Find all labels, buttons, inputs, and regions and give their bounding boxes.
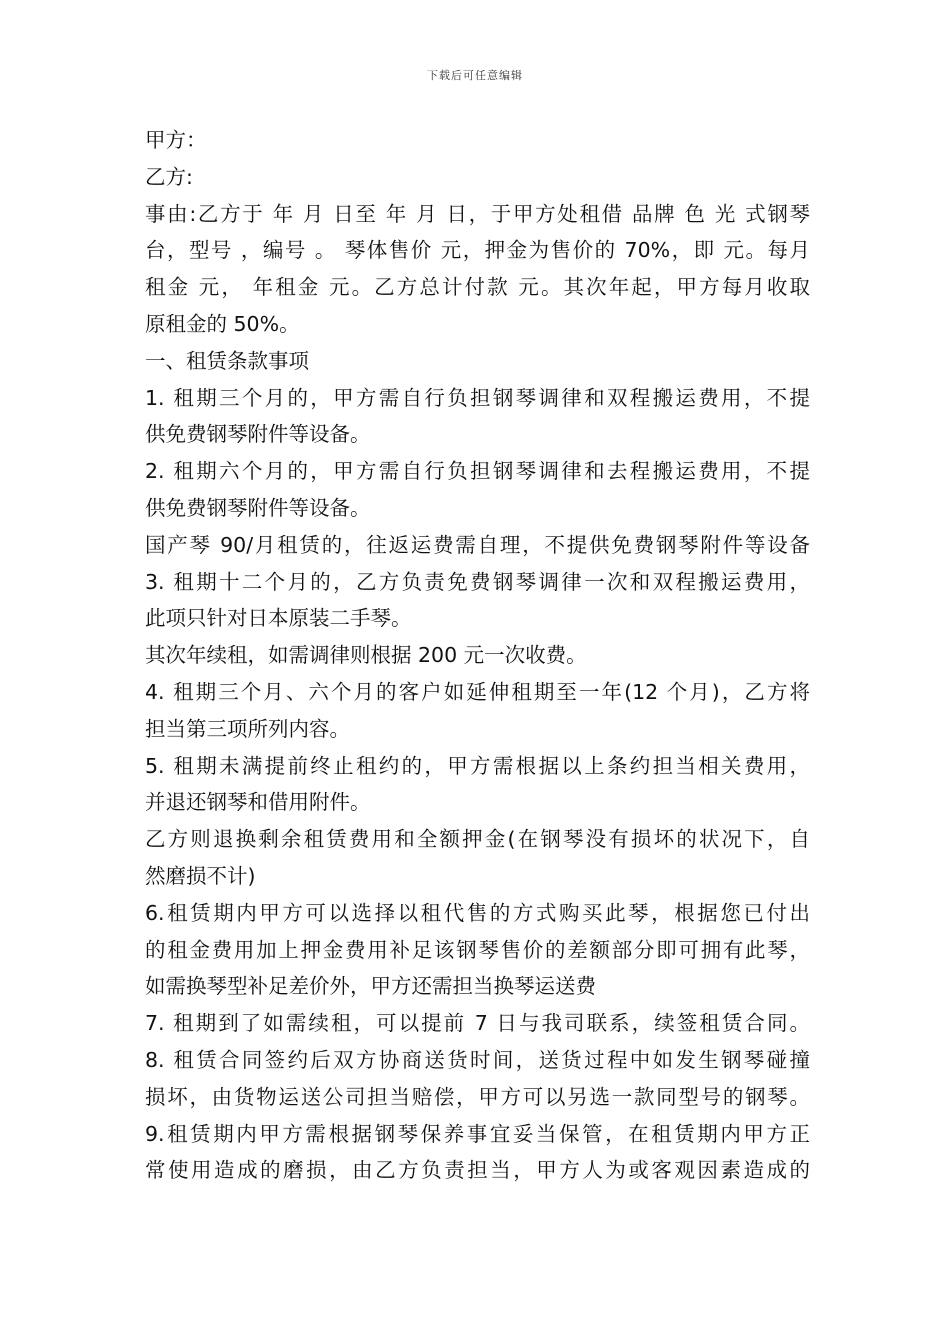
clause-line: 9.租赁期内甲方需根据钢琴保养事宜妥当保管，在租赁期内甲方正 <box>145 1121 810 1146</box>
clause-line: 此项只针对日本原装二手琴。 <box>145 606 412 631</box>
clause-line: 常使用造成的磨损，由乙方负责担当，甲方人为或客观因素造成的 <box>145 1158 810 1183</box>
clause-line: 乙方则退换剩余租赁费用和全额押金(在钢琴没有损坏的状况下，自 <box>145 827 810 852</box>
paragraph-line: 原租金的 50%。 <box>145 311 300 336</box>
section-heading: 一、租赁条款事项 <box>145 348 309 373</box>
paragraph-line: 事由:乙方于 年 月 日至 年 月 日，于甲方处租借 品牌 色 光 式钢琴 <box>145 201 810 226</box>
paragraph-line: 租金 元， 年租金 元。乙方总计付款 元。其次年起，甲方每月收取 <box>145 275 810 300</box>
clause-line: 供免费钢琴附件等设备。 <box>145 495 371 520</box>
clause-line: 4. 租期三个月、六个月的客户如延伸租期至一年(12 个月)，乙方将 <box>145 679 810 704</box>
clause-line: 5. 租期未满提前终止租约的，甲方需根据以上条约担当相关费用， <box>145 753 810 778</box>
party-a-line: 甲方： <box>145 128 207 152</box>
party-b-line: 乙方: <box>145 164 193 189</box>
clause-line: 然磨损不计) <box>145 863 256 888</box>
clause-line: 8. 租赁合同签约后双方协商送货时间，送货过程中如发生钢琴碰撞 <box>145 1047 810 1072</box>
clause-line: 3. 租期十二个月的，乙方负责免费钢琴调律一次和双程搬运费用， <box>145 569 810 594</box>
clause-line: 7. 租期到了如需续租，可以提前 7 日与我司联系，续签租赁合同。 <box>145 1011 810 1036</box>
clause-line: 2. 租期六个月的，甲方需自行负担钢琴调律和去程搬运费用，不提 <box>145 459 810 484</box>
clause-line: 6.租赁期内甲方可以选择以租代售的方式购买此琴，根据您已付出 <box>145 900 810 925</box>
document-body <box>145 122 810 1189</box>
clause-line: 损坏，由货物运送公司担当赔偿，甲方可以另选一款同型号的钢琴。 <box>145 1084 810 1109</box>
clause-line: 1. 租期三个月的，甲方需自行负担钢琴调律和双程搬运费用，不提 <box>145 385 810 410</box>
clause-line: 国产琴 90/月租赁的，往返运费需自理，不提供免费钢琴附件等设备 <box>145 532 810 557</box>
clause-line: 其次年续租，如需调律则根据 200 元一次收费。 <box>145 643 587 668</box>
paragraph-line: 台，型号 ，编号 。 琴体售价 元，押金为售价的 70%，即 元。每月 <box>145 238 810 263</box>
page-header: 下载后可任意编辑 <box>427 69 523 82</box>
clause-line: 的租金费用加上押金费用补足该钢琴售价的差额部分即可拥有此琴， <box>145 937 810 962</box>
clause-line: 供免费钢琴附件等设备。 <box>145 422 371 447</box>
clause-line: 如需换琴型补足差价外，甲方还需担当换琴运送费 <box>145 974 596 999</box>
clause-line: 并退还钢琴和借用附件。 <box>145 790 371 815</box>
clause-line: 担当第三项所列内容。 <box>145 716 350 741</box>
